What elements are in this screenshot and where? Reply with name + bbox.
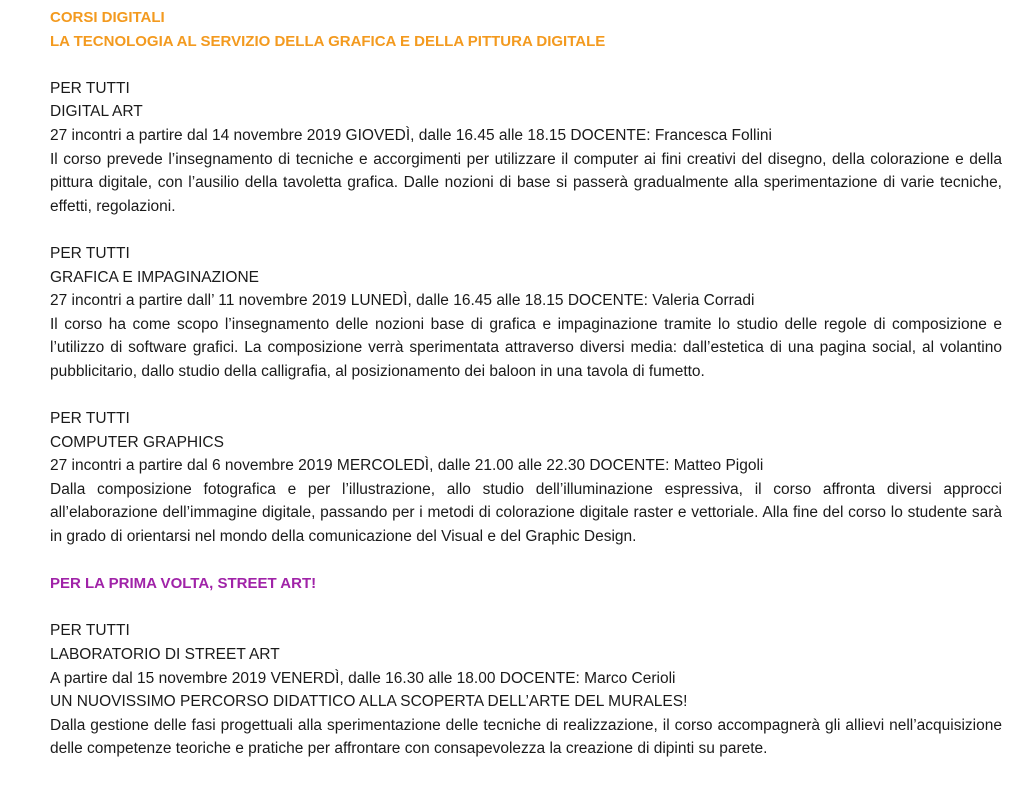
course-description: Il corso prevede l’insegnamento di tecniche e accorgimenti per utilizzare il computer ai fini creativi del disegno, della colorazione e della pittura digitale, con l’ausilio della tavoletta grafica. Dalle nozioni di base si passerà gradualmente alla sperimentazione di varie tecniche, effetti, regolazioni. bbox=[50, 150, 1002, 215]
course-block-digital-art bbox=[50, 77, 1002, 219]
course-block-street-art bbox=[50, 619, 1002, 761]
section-subheading-technology: LA TECNOLOGIA AL SERVIZIO DELLA GRAFICA E DELLA PITTURA DIGITALE bbox=[50, 32, 606, 50]
spacer bbox=[50, 549, 1002, 573]
spacer bbox=[50, 218, 1002, 242]
course-description: Dalla composizione fotografica e per l’illustrazione, allo studio dell’illuminazione espressiva, il corso affronta diversi approcci all’elaborazione dell’immagine digitale, passando per i metodi di colorazione digitale raster e vettoriale. Alla fine del corso lo studente sarà in grado di orientarsi nel mondo della comunicazione del Visual e del Graphic Design. bbox=[50, 480, 1002, 546]
course-description: Dalla gestione delle fasi progettuali alla sperimentazione delle tecniche di realizzazione, il corso accompagnerà gli allievi nell’acquisizione delle competenze teoriche e pratiche per affrontare con consapevolezza la creazione di dipinti su parete. bbox=[50, 716, 1002, 758]
course-schedule: 27 incontri a partire dal 14 novembre 2019 GIOVEDÌ, dalle 16.45 alle 18.15 DOCENTE: Francesca Follini bbox=[50, 126, 772, 144]
course-schedule: A partire dal 15 novembre 2019 VENERDÌ, dalle 16.30 alle 18.00 DOCENTE: Marco Cerioli bbox=[50, 669, 676, 687]
course-schedule: 27 incontri a partire dall’ 11 novembre 2019 LUNEDÌ, dalle 16.45 alle 18.15 DOCENTE: Valeria Corradi bbox=[50, 292, 755, 310]
course-title: DIGITAL ART bbox=[50, 103, 143, 121]
course-schedule: 27 incontri a partire dal 6 novembre 2019 MERCOLEDÌ, dalle 21.00 alle 22.30 DOCENTE: Matteo Pigoli bbox=[50, 457, 764, 475]
spacer bbox=[50, 596, 1002, 620]
course-audience: PER TUTTI bbox=[50, 244, 130, 262]
course-audience: PER TUTTI bbox=[50, 622, 130, 640]
course-block-computer-graphics bbox=[50, 407, 1002, 549]
course-audience: PER TUTTI bbox=[50, 79, 130, 97]
document-page bbox=[50, 6, 1002, 761]
street-art-heading: PER LA PRIMA VOLTA, STREET ART! bbox=[50, 575, 317, 593]
course-title: COMPUTER GRAPHICS bbox=[50, 433, 224, 451]
spacer bbox=[50, 384, 1002, 408]
course-tagline: UN NUOVISSIMO PERCORSO DIDATTICO ALLA SCOPERTA DELL’ARTE DEL MURALES! bbox=[50, 693, 688, 711]
course-block-grafica bbox=[50, 242, 1002, 384]
course-title: GRAFICA E IMPAGINAZIONE bbox=[50, 268, 259, 286]
course-title: LABORATORIO DI STREET ART bbox=[50, 646, 280, 664]
course-audience: PER TUTTI bbox=[50, 410, 130, 428]
course-description: Il corso ha come scopo l’insegnamento delle nozioni base di grafica e impaginazione tramite lo studio delle regole di composizione e l’utilizzo di software grafici. La composizione verrà sperimentata attraverso diversi media: dall’estetica di una pagina social, al volantino pubblicitario, dallo studio della calligrafia, al posizionamento dei baloon in una tavola di fumetto. bbox=[50, 315, 1002, 380]
spacer bbox=[50, 53, 1002, 77]
section-heading-digital-courses: CORSI DIGITALI bbox=[50, 9, 165, 26]
